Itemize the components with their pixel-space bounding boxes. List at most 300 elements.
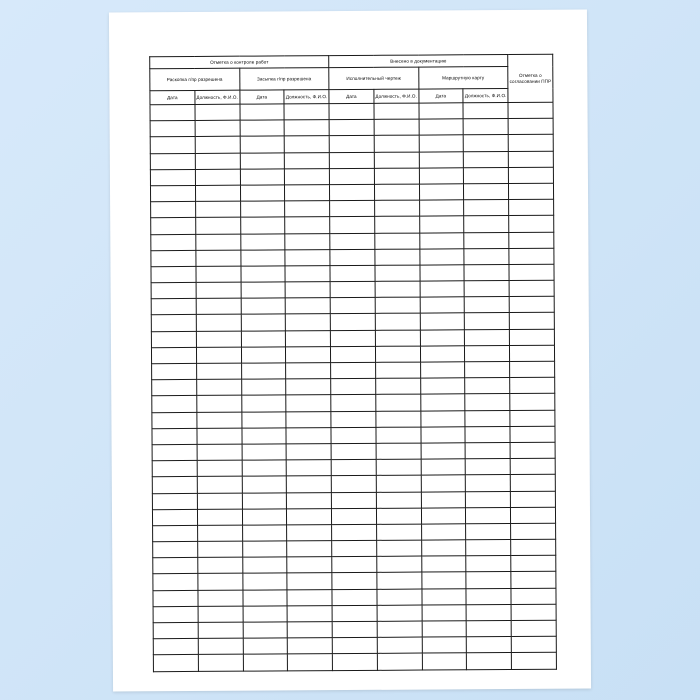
- cell-position-2[interactable]: [285, 249, 330, 265]
- cell-position-4[interactable]: [465, 362, 510, 378]
- cell-date-4[interactable]: [420, 378, 465, 394]
- cell-date-4[interactable]: [421, 556, 466, 572]
- cell-date-1[interactable]: [152, 444, 197, 460]
- cell-position-3[interactable]: [376, 524, 421, 540]
- cell-date-4[interactable]: [421, 443, 466, 459]
- cell-position-4[interactable]: [464, 183, 509, 199]
- cell-position-3[interactable]: [375, 346, 420, 362]
- cell-position-1[interactable]: [197, 428, 242, 444]
- cell-position-1[interactable]: [195, 137, 240, 153]
- cell-position-3[interactable]: [377, 605, 422, 621]
- cell-position-1[interactable]: [195, 153, 240, 169]
- cell-position-2[interactable]: [284, 104, 329, 120]
- cell-date-3[interactable]: [331, 476, 376, 492]
- cell-date-1[interactable]: [151, 218, 196, 234]
- cell-date-2[interactable]: [243, 654, 288, 670]
- cell-approval[interactable]: [510, 426, 555, 442]
- cell-date-2[interactable]: [242, 573, 287, 589]
- cell-position-2[interactable]: [287, 524, 332, 540]
- cell-date-2[interactable]: [240, 201, 285, 217]
- cell-position-3[interactable]: [376, 540, 421, 556]
- cell-position-3[interactable]: [376, 411, 421, 427]
- cell-position-3[interactable]: [377, 589, 422, 605]
- cell-position-1[interactable]: [195, 104, 240, 120]
- cell-position-1[interactable]: [196, 379, 241, 395]
- cell-position-4[interactable]: [465, 297, 510, 313]
- cell-date-2[interactable]: [242, 557, 287, 573]
- cell-date-3[interactable]: [331, 346, 376, 362]
- cell-date-1[interactable]: [151, 347, 196, 363]
- cell-position-2[interactable]: [285, 168, 330, 184]
- cell-position-1[interactable]: [196, 266, 241, 282]
- cell-position-1[interactable]: [198, 655, 243, 671]
- cell-date-3[interactable]: [329, 136, 374, 152]
- cell-date-3[interactable]: [330, 217, 375, 233]
- cell-approval[interactable]: [509, 232, 554, 248]
- cell-date-1[interactable]: [153, 622, 198, 638]
- cell-approval[interactable]: [511, 604, 556, 620]
- cell-date-4[interactable]: [419, 200, 464, 216]
- cell-date-3[interactable]: [332, 573, 377, 589]
- cell-position-4[interactable]: [465, 345, 510, 361]
- cell-position-4[interactable]: [465, 442, 510, 458]
- cell-date-1[interactable]: [153, 655, 198, 671]
- cell-position-2[interactable]: [286, 379, 331, 395]
- cell-position-1[interactable]: [197, 444, 242, 460]
- cell-position-3[interactable]: [376, 443, 421, 459]
- cell-position-3[interactable]: [377, 653, 422, 669]
- cell-date-3[interactable]: [329, 152, 374, 168]
- cell-position-1[interactable]: [196, 347, 241, 363]
- cell-date-3[interactable]: [330, 184, 375, 200]
- cell-position-4[interactable]: [466, 540, 511, 556]
- cell-date-4[interactable]: [421, 491, 466, 507]
- cell-position-3[interactable]: [377, 621, 422, 637]
- cell-date-2[interactable]: [241, 282, 286, 298]
- cell-position-4[interactable]: [467, 621, 512, 637]
- cell-position-1[interactable]: [198, 638, 243, 654]
- cell-date-1[interactable]: [150, 169, 195, 185]
- cell-position-2[interactable]: [287, 508, 332, 524]
- cell-position-1[interactable]: [196, 298, 241, 314]
- cell-position-4[interactable]: [465, 378, 510, 394]
- cell-approval[interactable]: [511, 572, 556, 588]
- cell-position-4[interactable]: [466, 507, 511, 523]
- cell-position-2[interactable]: [287, 605, 332, 621]
- cell-approval[interactable]: [510, 410, 555, 426]
- cell-date-1[interactable]: [150, 137, 195, 153]
- cell-position-1[interactable]: [197, 460, 242, 476]
- cell-approval[interactable]: [509, 216, 554, 232]
- cell-date-1[interactable]: [151, 266, 196, 282]
- cell-date-4[interactable]: [419, 103, 464, 119]
- cell-date-4[interactable]: [422, 588, 467, 604]
- cell-position-3[interactable]: [374, 168, 419, 184]
- cell-position-3[interactable]: [377, 573, 422, 589]
- cell-date-2[interactable]: [241, 331, 286, 347]
- cell-position-1[interactable]: [195, 120, 240, 136]
- cell-approval[interactable]: [509, 313, 554, 329]
- cell-date-3[interactable]: [329, 120, 374, 136]
- cell-date-3[interactable]: [332, 605, 377, 621]
- cell-position-2[interactable]: [286, 330, 331, 346]
- cell-position-2[interactable]: [286, 314, 331, 330]
- cell-date-1[interactable]: [152, 380, 197, 396]
- cell-approval[interactable]: [510, 491, 555, 507]
- cell-date-1[interactable]: [151, 315, 196, 331]
- cell-position-2[interactable]: [287, 476, 332, 492]
- cell-position-2[interactable]: [288, 638, 333, 654]
- cell-date-4[interactable]: [422, 653, 467, 669]
- cell-position-4[interactable]: [464, 167, 509, 183]
- cell-date-1[interactable]: [151, 283, 196, 299]
- cell-position-4[interactable]: [466, 491, 511, 507]
- cell-date-4[interactable]: [420, 265, 465, 281]
- cell-position-4[interactable]: [466, 588, 511, 604]
- cell-position-1[interactable]: [198, 557, 243, 573]
- cell-date-1[interactable]: [152, 493, 197, 509]
- cell-approval[interactable]: [510, 442, 555, 458]
- cell-position-2[interactable]: [285, 298, 330, 314]
- cell-position-4[interactable]: [465, 394, 510, 410]
- cell-date-4[interactable]: [422, 637, 467, 653]
- cell-position-2[interactable]: [285, 217, 330, 233]
- cell-position-3[interactable]: [375, 314, 420, 330]
- cell-position-1[interactable]: [198, 622, 243, 638]
- cell-date-3[interactable]: [330, 298, 375, 314]
- cell-position-4[interactable]: [463, 103, 508, 119]
- cell-position-4[interactable]: [467, 637, 512, 653]
- cell-position-2[interactable]: [285, 282, 330, 298]
- cell-position-3[interactable]: [376, 459, 421, 475]
- cell-position-3[interactable]: [374, 184, 419, 200]
- cell-date-4[interactable]: [420, 281, 465, 297]
- cell-date-3[interactable]: [331, 362, 376, 378]
- cell-position-1[interactable]: [196, 234, 241, 250]
- cell-position-3[interactable]: [375, 265, 420, 281]
- cell-date-2[interactable]: [241, 363, 286, 379]
- cell-date-4[interactable]: [421, 475, 466, 491]
- cell-date-2[interactable]: [240, 152, 285, 168]
- cell-position-4[interactable]: [466, 459, 511, 475]
- cell-position-3[interactable]: [375, 362, 420, 378]
- cell-approval[interactable]: [511, 523, 556, 539]
- cell-approval[interactable]: [510, 475, 555, 491]
- cell-position-4[interactable]: [466, 572, 511, 588]
- cell-position-2[interactable]: [287, 541, 332, 557]
- cell-approval[interactable]: [510, 394, 555, 410]
- cell-position-2[interactable]: [286, 411, 331, 427]
- cell-position-3[interactable]: [377, 637, 422, 653]
- cell-date-2[interactable]: [240, 104, 285, 120]
- cell-position-2[interactable]: [288, 654, 333, 670]
- cell-position-3[interactable]: [376, 508, 421, 524]
- cell-approval[interactable]: [511, 588, 556, 604]
- cell-date-1[interactable]: [153, 606, 198, 622]
- cell-date-2[interactable]: [242, 476, 287, 492]
- cell-date-2[interactable]: [241, 298, 286, 314]
- cell-position-1[interactable]: [196, 363, 241, 379]
- cell-approval[interactable]: [510, 345, 555, 361]
- cell-date-1[interactable]: [150, 121, 195, 137]
- cell-position-2[interactable]: [287, 492, 332, 508]
- cell-date-1[interactable]: [153, 541, 198, 557]
- cell-date-1[interactable]: [153, 525, 198, 541]
- cell-date-4[interactable]: [420, 346, 465, 362]
- cell-position-3[interactable]: [374, 103, 419, 119]
- cell-position-4[interactable]: [464, 216, 509, 232]
- cell-position-1[interactable]: [195, 217, 240, 233]
- cell-date-2[interactable]: [241, 266, 286, 282]
- cell-date-1[interactable]: [151, 250, 196, 266]
- cell-approval[interactable]: [509, 167, 554, 183]
- cell-date-4[interactable]: [419, 151, 464, 167]
- cell-date-2[interactable]: [240, 120, 285, 136]
- cell-position-2[interactable]: [286, 427, 331, 443]
- cell-position-2[interactable]: [287, 589, 332, 605]
- cell-date-2[interactable]: [240, 185, 285, 201]
- cell-date-4[interactable]: [422, 605, 467, 621]
- cell-date-1[interactable]: [152, 477, 197, 493]
- cell-date-2[interactable]: [242, 541, 287, 557]
- cell-position-2[interactable]: [285, 233, 330, 249]
- cell-date-2[interactable]: [242, 492, 287, 508]
- cell-date-4[interactable]: [419, 248, 464, 264]
- cell-approval[interactable]: [509, 183, 554, 199]
- cell-date-4[interactable]: [420, 313, 465, 329]
- cell-position-2[interactable]: [286, 444, 331, 460]
- cell-position-4[interactable]: [465, 313, 510, 329]
- cell-position-3[interactable]: [376, 492, 421, 508]
- cell-date-1[interactable]: [151, 234, 196, 250]
- cell-position-3[interactable]: [374, 200, 419, 216]
- cell-position-4[interactable]: [465, 329, 510, 345]
- cell-date-2[interactable]: [243, 638, 288, 654]
- cell-date-2[interactable]: [240, 169, 285, 185]
- cell-date-1[interactable]: [152, 363, 197, 379]
- cell-date-3[interactable]: [330, 265, 375, 281]
- cell-position-1[interactable]: [197, 476, 242, 492]
- cell-position-2[interactable]: [286, 395, 331, 411]
- cell-position-4[interactable]: [464, 248, 509, 264]
- cell-date-4[interactable]: [420, 329, 465, 345]
- cell-approval[interactable]: [510, 361, 555, 377]
- cell-approval[interactable]: [511, 620, 556, 636]
- cell-date-1[interactable]: [152, 412, 197, 428]
- cell-date-1[interactable]: [150, 104, 195, 120]
- cell-position-1[interactable]: [196, 315, 241, 331]
- cell-date-2[interactable]: [242, 590, 287, 606]
- cell-date-1[interactable]: [153, 558, 198, 574]
- cell-position-3[interactable]: [375, 297, 420, 313]
- cell-date-4[interactable]: [419, 168, 464, 184]
- cell-date-2[interactable]: [241, 395, 286, 411]
- cell-date-4[interactable]: [421, 540, 466, 556]
- cell-date-1[interactable]: [152, 509, 197, 525]
- cell-position-1[interactable]: [197, 509, 242, 525]
- cell-position-1[interactable]: [198, 590, 243, 606]
- cell-position-3[interactable]: [375, 378, 420, 394]
- cell-position-2[interactable]: [287, 557, 332, 573]
- cell-position-4[interactable]: [464, 281, 509, 297]
- cell-date-2[interactable]: [241, 411, 286, 427]
- cell-approval[interactable]: [509, 280, 554, 296]
- cell-date-1[interactable]: [153, 590, 198, 606]
- cell-position-3[interactable]: [376, 475, 421, 491]
- cell-position-2[interactable]: [285, 201, 330, 217]
- cell-approval[interactable]: [508, 102, 553, 118]
- cell-position-4[interactable]: [466, 523, 511, 539]
- cell-position-4[interactable]: [466, 556, 511, 572]
- cell-date-3[interactable]: [331, 492, 376, 508]
- cell-position-4[interactable]: [465, 426, 510, 442]
- cell-date-1[interactable]: [150, 185, 195, 201]
- cell-approval[interactable]: [511, 539, 556, 555]
- cell-position-2[interactable]: [287, 622, 332, 638]
- cell-date-2[interactable]: [240, 233, 285, 249]
- cell-position-4[interactable]: [464, 200, 509, 216]
- cell-date-2[interactable]: [242, 509, 287, 525]
- cell-position-3[interactable]: [376, 427, 421, 443]
- cell-position-1[interactable]: [198, 574, 243, 590]
- cell-position-4[interactable]: [464, 264, 509, 280]
- cell-date-2[interactable]: [243, 606, 288, 622]
- cell-date-1[interactable]: [153, 639, 198, 655]
- cell-approval[interactable]: [511, 507, 556, 523]
- cell-date-1[interactable]: [150, 153, 195, 169]
- cell-date-3[interactable]: [332, 508, 377, 524]
- cell-position-4[interactable]: [464, 151, 509, 167]
- cell-position-3[interactable]: [374, 135, 419, 151]
- cell-date-3[interactable]: [331, 395, 376, 411]
- cell-date-4[interactable]: [419, 232, 464, 248]
- cell-date-3[interactable]: [330, 330, 375, 346]
- cell-position-3[interactable]: [375, 281, 420, 297]
- cell-date-4[interactable]: [421, 572, 466, 588]
- cell-date-3[interactable]: [329, 103, 374, 119]
- cell-date-1[interactable]: [151, 202, 196, 218]
- cell-position-2[interactable]: [285, 265, 330, 281]
- cell-date-3[interactable]: [332, 638, 377, 654]
- cell-date-4[interactable]: [420, 362, 465, 378]
- cell-date-1[interactable]: [151, 299, 196, 315]
- cell-approval[interactable]: [509, 248, 554, 264]
- cell-position-1[interactable]: [196, 282, 241, 298]
- cell-position-3[interactable]: [376, 394, 421, 410]
- cell-date-3[interactable]: [329, 168, 374, 184]
- cell-position-2[interactable]: [286, 346, 331, 362]
- cell-date-2[interactable]: [242, 460, 287, 476]
- cell-position-2[interactable]: [286, 460, 331, 476]
- cell-date-4[interactable]: [421, 524, 466, 540]
- cell-date-1[interactable]: [152, 428, 197, 444]
- cell-date-1[interactable]: [152, 461, 197, 477]
- cell-approval[interactable]: [509, 297, 554, 313]
- cell-date-3[interactable]: [330, 314, 375, 330]
- cell-date-1[interactable]: [152, 396, 197, 412]
- cell-approval[interactable]: [508, 151, 553, 167]
- cell-date-4[interactable]: [421, 459, 466, 475]
- cell-date-1[interactable]: [151, 331, 196, 347]
- cell-date-4[interactable]: [419, 119, 464, 135]
- cell-position-4[interactable]: [465, 410, 510, 426]
- cell-position-2[interactable]: [284, 120, 329, 136]
- cell-date-2[interactable]: [240, 217, 285, 233]
- cell-date-4[interactable]: [420, 297, 465, 313]
- cell-approval[interactable]: [511, 555, 556, 571]
- cell-position-1[interactable]: [197, 525, 242, 541]
- cell-date-3[interactable]: [330, 249, 375, 265]
- cell-date-4[interactable]: [419, 216, 464, 232]
- cell-date-3[interactable]: [332, 589, 377, 605]
- cell-date-2[interactable]: [243, 622, 288, 638]
- cell-date-3[interactable]: [331, 411, 376, 427]
- cell-date-4[interactable]: [419, 135, 464, 151]
- cell-date-2[interactable]: [242, 444, 287, 460]
- cell-date-3[interactable]: [332, 524, 377, 540]
- cell-position-2[interactable]: [285, 152, 330, 168]
- cell-date-3[interactable]: [331, 379, 376, 395]
- cell-date-3[interactable]: [331, 427, 376, 443]
- cell-approval[interactable]: [509, 199, 554, 215]
- cell-position-4[interactable]: [466, 604, 511, 620]
- cell-date-4[interactable]: [422, 621, 467, 637]
- cell-position-3[interactable]: [374, 152, 419, 168]
- cell-position-1[interactable]: [195, 169, 240, 185]
- cell-position-4[interactable]: [463, 119, 508, 135]
- cell-approval[interactable]: [511, 653, 556, 669]
- cell-approval[interactable]: [510, 377, 555, 393]
- cell-date-3[interactable]: [331, 459, 376, 475]
- cell-date-4[interactable]: [419, 184, 464, 200]
- cell-position-1[interactable]: [196, 331, 241, 347]
- cell-position-1[interactable]: [197, 493, 242, 509]
- cell-date-2[interactable]: [240, 250, 285, 266]
- cell-date-4[interactable]: [420, 394, 465, 410]
- cell-approval[interactable]: [508, 135, 553, 151]
- cell-date-1[interactable]: [153, 574, 198, 590]
- cell-position-1[interactable]: [197, 541, 242, 557]
- cell-approval[interactable]: [510, 458, 555, 474]
- cell-date-4[interactable]: [420, 410, 465, 426]
- cell-position-2[interactable]: [287, 573, 332, 589]
- cell-position-1[interactable]: [196, 250, 241, 266]
- cell-date-2[interactable]: [242, 525, 287, 541]
- cell-date-3[interactable]: [331, 443, 376, 459]
- cell-date-3[interactable]: [332, 540, 377, 556]
- cell-position-2[interactable]: [285, 185, 330, 201]
- cell-date-4[interactable]: [421, 507, 466, 523]
- cell-date-2[interactable]: [242, 428, 287, 444]
- cell-position-3[interactable]: [375, 233, 420, 249]
- cell-position-3[interactable]: [375, 216, 420, 232]
- cell-position-1[interactable]: [197, 412, 242, 428]
- cell-approval[interactable]: [509, 329, 554, 345]
- cell-position-3[interactable]: [375, 330, 420, 346]
- cell-position-2[interactable]: [284, 136, 329, 152]
- cell-position-1[interactable]: [197, 396, 242, 412]
- cell-date-2[interactable]: [241, 314, 286, 330]
- cell-position-4[interactable]: [464, 135, 509, 151]
- cell-date-3[interactable]: [332, 654, 377, 670]
- cell-position-1[interactable]: [195, 185, 240, 201]
- cell-approval[interactable]: [511, 636, 556, 652]
- cell-date-4[interactable]: [421, 427, 466, 443]
- cell-position-4[interactable]: [467, 653, 512, 669]
- cell-date-3[interactable]: [330, 233, 375, 249]
- cell-date-3[interactable]: [332, 621, 377, 637]
- cell-position-2[interactable]: [286, 363, 331, 379]
